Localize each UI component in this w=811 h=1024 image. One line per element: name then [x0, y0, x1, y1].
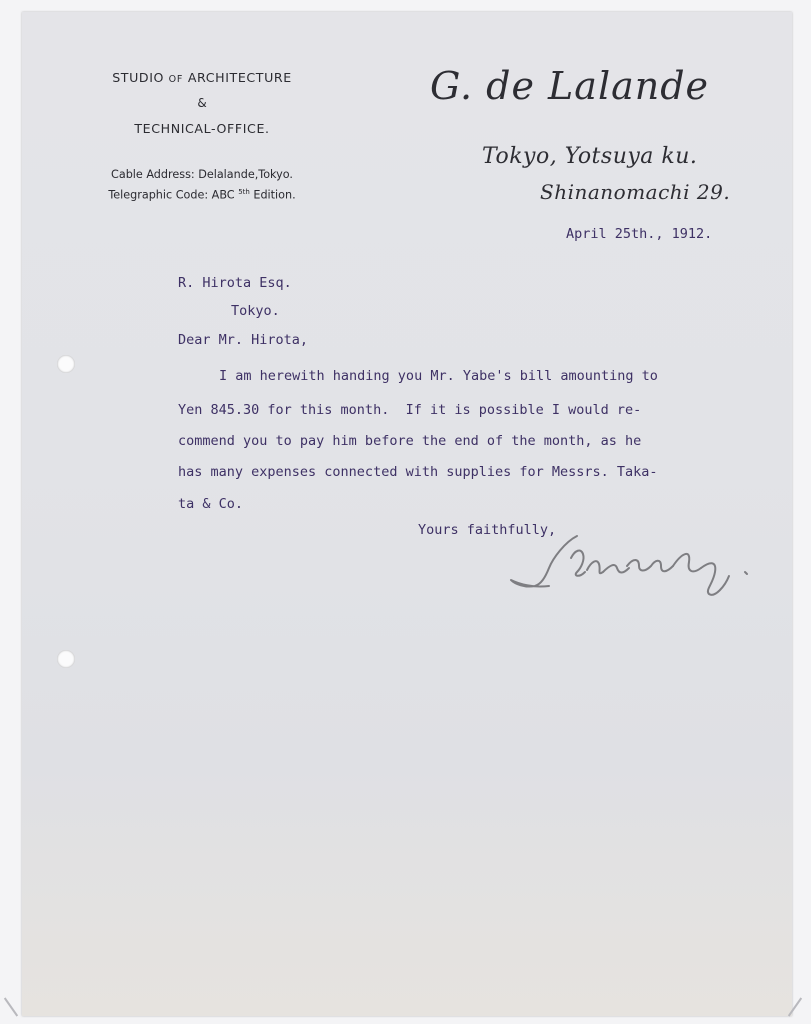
body-line: ta & Co. — [178, 496, 244, 512]
body-line: has many expenses connected with supplies for Messrs. Taka- — [178, 464, 658, 480]
recipient-city: Tokyo. — [231, 303, 280, 319]
architecture-word: ARCHITECTURE — [187, 70, 292, 85]
body-line: Yen 845.30 for this month. If it is possible I would re- — [178, 402, 642, 418]
letterhead-cable-address: Cable Address: Delalande,Tokyo. — [111, 168, 293, 181]
punch-hole-upper — [57, 355, 75, 373]
letter-date: April 25th., 1912. — [566, 226, 713, 242]
corner-pin-left — [4, 997, 18, 1016]
letterhead-address-line2: Shinanomachi 29. — [540, 180, 731, 204]
edition-word: Edition. — [253, 188, 296, 202]
letterhead-address-line1: Tokyo, Yotsuya ku. — [482, 144, 698, 169]
of-word: OF — [168, 74, 184, 85]
body-line: I am herewith handing you Mr. Yabe's bill amounting to — [219, 368, 658, 384]
recipient-name: R. Hirota Esq. — [178, 275, 292, 291]
letterhead-technical-office: TECHNICAL-OFFICE. — [134, 121, 270, 136]
letterhead-studio — [88, 72, 316, 85]
body-line: commend you to pay him before the end of the month, as he — [178, 433, 642, 449]
studio-word: STUDIO — [112, 70, 165, 85]
handwritten-signature — [505, 528, 765, 600]
telegraphic-code-label: Telegraphic Code: ABC — [108, 188, 235, 202]
closing: Yours faithfully, — [418, 522, 557, 538]
letterhead-name: G. de Lalande — [430, 64, 710, 108]
punch-hole-lower — [57, 650, 75, 668]
letterhead-telegraphic-code — [88, 188, 316, 202]
letterhead-ampersand: & — [197, 96, 207, 110]
edition-ordinal: 5th — [238, 188, 250, 196]
salutation: Dear Mr. Hirota, — [178, 332, 309, 348]
